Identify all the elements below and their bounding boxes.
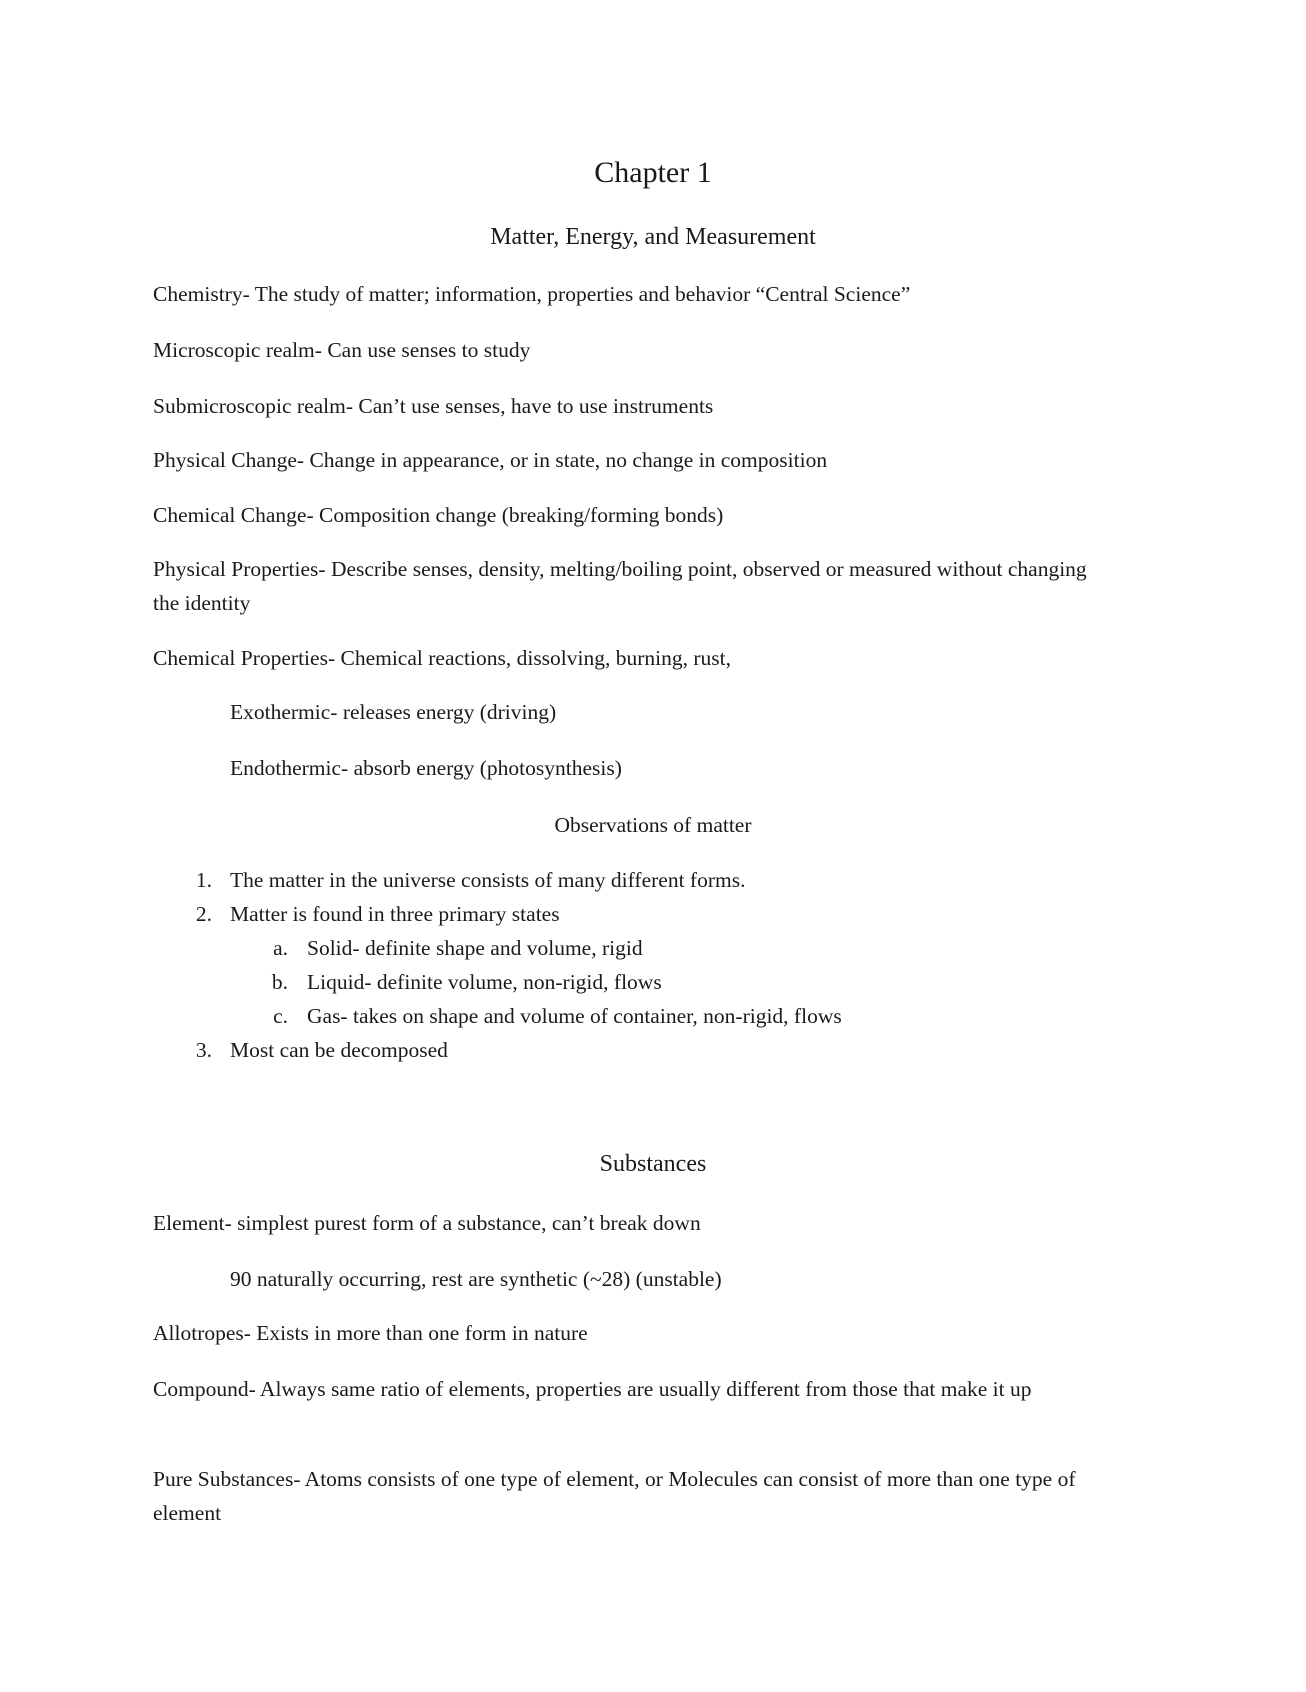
- definition-physical-change: Physical Change- Change in appearance, or in state, no change in composition: [153, 448, 828, 472]
- list-item-text: The matter in the universe consists of many different forms.: [230, 868, 746, 892]
- definition-pure-substances: Pure Substances- Atoms consists of one type of element, or Molecules can consist of more than one type of element: [153, 1467, 1076, 1525]
- definition-submicroscopic-realm: Submicroscopic realm- Can’t use senses, have to use instruments: [153, 394, 714, 418]
- substances-heading: Substances: [599, 1151, 707, 1177]
- chapter-title: Chapter 1: [594, 156, 712, 189]
- list-item-text: Liquid- definite volume, non-rigid, flows: [307, 970, 662, 994]
- note-exothermic: Exothermic- releases energy (driving): [230, 700, 557, 724]
- list-marker: 2.: [195, 902, 212, 926]
- observations-heading: Observations of matter: [554, 813, 752, 837]
- definition-chemical-properties: Chemical Properties- Chemical reactions, dissolving, burning, rust,: [153, 646, 732, 670]
- definition-element: Element- simplest purest form of a substance, can’t break down: [153, 1211, 701, 1235]
- definition-physical-properties: Physical Properties- Describe senses, density, melting/boiling point, observed or measured without changing the identity: [153, 557, 1087, 615]
- list-marker: 1.: [195, 868, 212, 892]
- list-marker: a.: [273, 936, 288, 960]
- definition-microscopic-realm: Microscopic realm- Can use senses to study: [153, 338, 531, 362]
- list-marker: b.: [271, 970, 288, 994]
- list-item-text: Solid- definite shape and volume, rigid: [307, 936, 643, 960]
- list-marker: 3.: [195, 1038, 212, 1062]
- definition-allotropes: Allotropes- Exists in more than one form in nature: [153, 1321, 588, 1345]
- definition-chemical-change: Chemical Change- Composition change (breaking/forming bonds): [153, 503, 724, 527]
- chapter-subtitle: Matter, Energy, and Measurement: [490, 224, 816, 250]
- list-item-text: Most can be decomposed: [230, 1038, 448, 1062]
- list-item-text: Gas- takes on shape and volume of container, non-rigid, flows: [307, 1004, 842, 1028]
- list-marker: c.: [273, 1004, 288, 1028]
- note-endothermic: Endothermic- absorb energy (photosynthesis): [230, 756, 622, 780]
- definition-compound: Compound- Always same ratio of elements, properties are usually different from those that make it up: [153, 1377, 1032, 1401]
- note-element-count: 90 naturally occurring, rest are synthetic (~28) (unstable): [230, 1267, 722, 1291]
- list-item-text: Matter is found in three primary states: [230, 902, 560, 926]
- definition-chemistry: Chemistry- The study of matter; information, properties and behavior “Central Science”: [153, 282, 911, 306]
